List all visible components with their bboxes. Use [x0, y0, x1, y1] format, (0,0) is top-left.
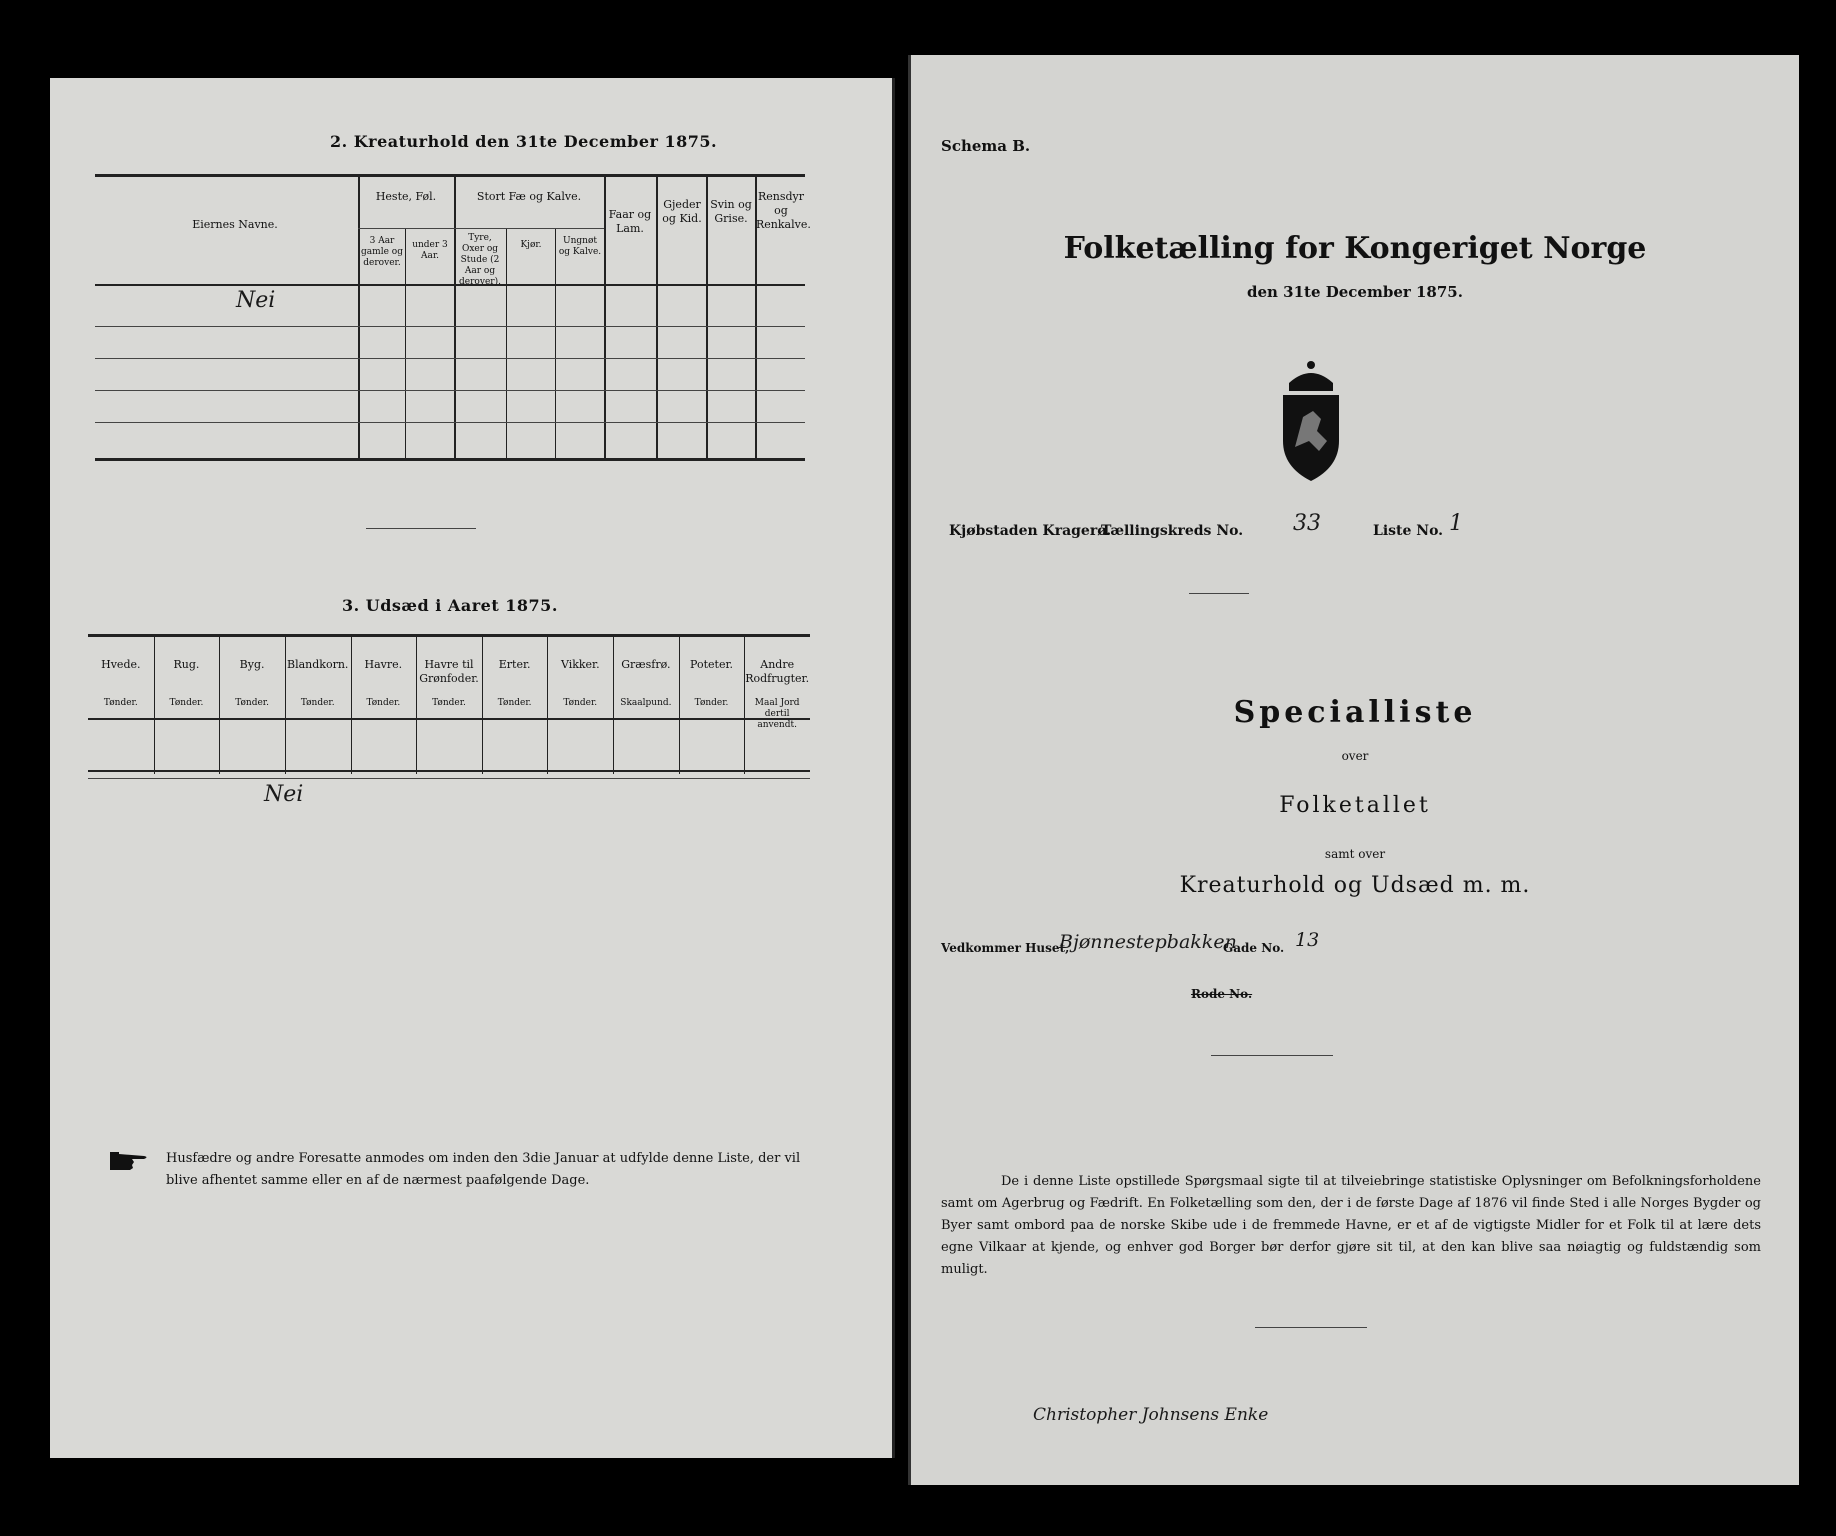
table2-bottom-rule	[95, 458, 805, 461]
list-number: 1	[1449, 511, 1463, 536]
table2-row-rule	[95, 326, 805, 327]
table2-divider	[358, 174, 360, 460]
table3-column-unit: Tønder.	[103, 698, 138, 708]
signature: Christopher Johnsens Enke	[1033, 1405, 1269, 1425]
table3-column-header: Rug.	[173, 658, 200, 671]
norwegian-coat-of-arms-icon	[1261, 355, 1361, 485]
main-title: Folketælling for Kongeriget Norge	[1063, 231, 1647, 266]
schema-label: Schema B.	[941, 137, 1031, 155]
rode-label: Rode No.	[1191, 987, 1253, 1001]
table3-column-header: Poteter.	[690, 658, 734, 671]
heading-folketallet: Folketallet	[1279, 793, 1431, 818]
table3-header-rule	[88, 718, 810, 720]
table3-column-unit: Maal Jord dertil anvendt.	[754, 698, 800, 730]
stort-sub-3: Ungnøt og Kalve.	[558, 236, 602, 257]
table3-column-unit: Tønder.	[497, 698, 532, 708]
separator-rule	[366, 528, 476, 529]
district-label: Tællingskreds No.	[1101, 523, 1244, 539]
pointing-hand-icon	[110, 1148, 150, 1174]
table2-handwritten-entry: Nei	[236, 288, 276, 313]
heste-sub-2: under 3 Aar.	[412, 240, 448, 261]
separator-rule	[1189, 593, 1249, 594]
left-page	[50, 78, 895, 1458]
table3-column-unit: Skaalpund.	[620, 698, 672, 708]
table3-column-unit: Tønder.	[300, 698, 335, 708]
table2-row-rule	[95, 422, 805, 423]
town-label: Kjøbstaden Kragerø.	[949, 523, 1112, 539]
table2-divider	[405, 228, 406, 460]
table2-top-rule	[95, 174, 805, 177]
heading-kreaturhold: Kreaturhold og Udsæd m. m.	[1179, 873, 1531, 898]
table3-column-header: Hvede.	[101, 658, 141, 671]
rensdyr-header: Rensdyr og Renkalve.	[756, 190, 811, 231]
table3-column-header: Erter.	[498, 658, 531, 671]
table3-column-unit: Tønder.	[563, 698, 598, 708]
gjeder-header: Gjeder og Kid.	[662, 198, 702, 225]
house-label: Vedkommer Huset,	[941, 941, 1070, 955]
table3-column-header: Byg.	[239, 658, 265, 671]
table3-bottom-double-rule	[88, 778, 810, 779]
stort-fae-header: Stort Fæ og Kalve.	[476, 190, 582, 203]
table3-column-unit: Tønder.	[169, 698, 204, 708]
table2-divider	[506, 228, 507, 460]
separator-rule	[1211, 1055, 1333, 1056]
notice-text: Husfædre og andre Foresatte anmodes om inden den 3die Januar at udfylde denne Liste, der vil blive afhentet samme eller en af de nærmest paafølgende Dage.	[166, 1151, 801, 1188]
table3-column-header: Vikker.	[560, 658, 600, 671]
table2-row-rule	[95, 390, 805, 391]
table3-column-unit: Tønder.	[366, 698, 401, 708]
right-page	[908, 55, 1799, 1485]
district-number: 33	[1293, 511, 1321, 536]
gade-label: Gade No.	[1223, 941, 1285, 955]
table3-top-rule	[88, 634, 810, 637]
svin-header: Svin og Grise.	[710, 198, 752, 225]
table3-column-header: Havre.	[364, 658, 403, 671]
stort-sub-2: Kjør.	[520, 240, 542, 250]
table2-header-rule	[95, 284, 805, 286]
table2-divider	[454, 174, 456, 460]
list-label: Liste No.	[1373, 523, 1444, 539]
table3-column-header: Græsfrø.	[621, 658, 671, 671]
owner-name-header: Eiernes Navne.	[192, 218, 278, 231]
heste-header: Heste, Føl.	[375, 190, 437, 203]
heste-sub-1: 3 Aar gamle og derover.	[361, 236, 403, 268]
table3-bottom-rule	[88, 770, 810, 772]
table3-column-unit: Tønder.	[694, 698, 729, 708]
table2-divider	[555, 228, 556, 460]
house-name: Bjønnestepbakken	[1059, 931, 1237, 953]
samt-over-text: samt over	[1324, 847, 1386, 861]
explanation-paragraph: De i denne Liste opstillede Spørgsmaal sigte til at tilveiebringe statistiske Oplysninger om Befolkningsforholdene samt om Agerbrug og Fædrift. En Folketælling som den, der i de første Dage af 1876 vil finde Sted i alle Norges Bygder og Byer samt ombord paa de norske Skibe ude i de fremmede Havne, er et af de vigtigste Midler for et Folk til at lære dets egne Vilkaar at kjende, og enhver god Borger bør derfor gjøre sit til, at den kan blive saa nøiagtig og fuldstændig som muligt.	[941, 1174, 1761, 1277]
table2-row-rule	[95, 358, 805, 359]
table2-subheader-rule	[358, 228, 604, 229]
section-2-title: 2. Kreaturhold den 31te December 1875.	[330, 132, 718, 151]
table3-column-header: Blandkorn.	[287, 658, 349, 671]
stort-sub-1: Tyre, Oxer og Stude (2 Aar og derover).	[459, 233, 501, 287]
over-text: over	[1341, 749, 1369, 763]
faar-header: Faar og Lam.	[608, 208, 652, 235]
table3-handwritten-entry: Nei	[264, 782, 304, 807]
table3-column-header: Andre Rodfrugter.	[745, 658, 810, 685]
table3-column-header: Havre til Grønfoder.	[419, 658, 479, 685]
table3-column-unit: Tønder.	[235, 698, 269, 708]
separator-rule	[1255, 1327, 1367, 1328]
table3-column-unit: Tønder.	[432, 698, 466, 708]
main-subtitle: den 31te December 1875.	[1247, 283, 1463, 301]
heading-specialliste: Specialliste	[1233, 695, 1477, 730]
house-number: 13	[1295, 929, 1320, 951]
section-3-title: 3. Udsæd i Aaret 1875.	[342, 596, 558, 615]
